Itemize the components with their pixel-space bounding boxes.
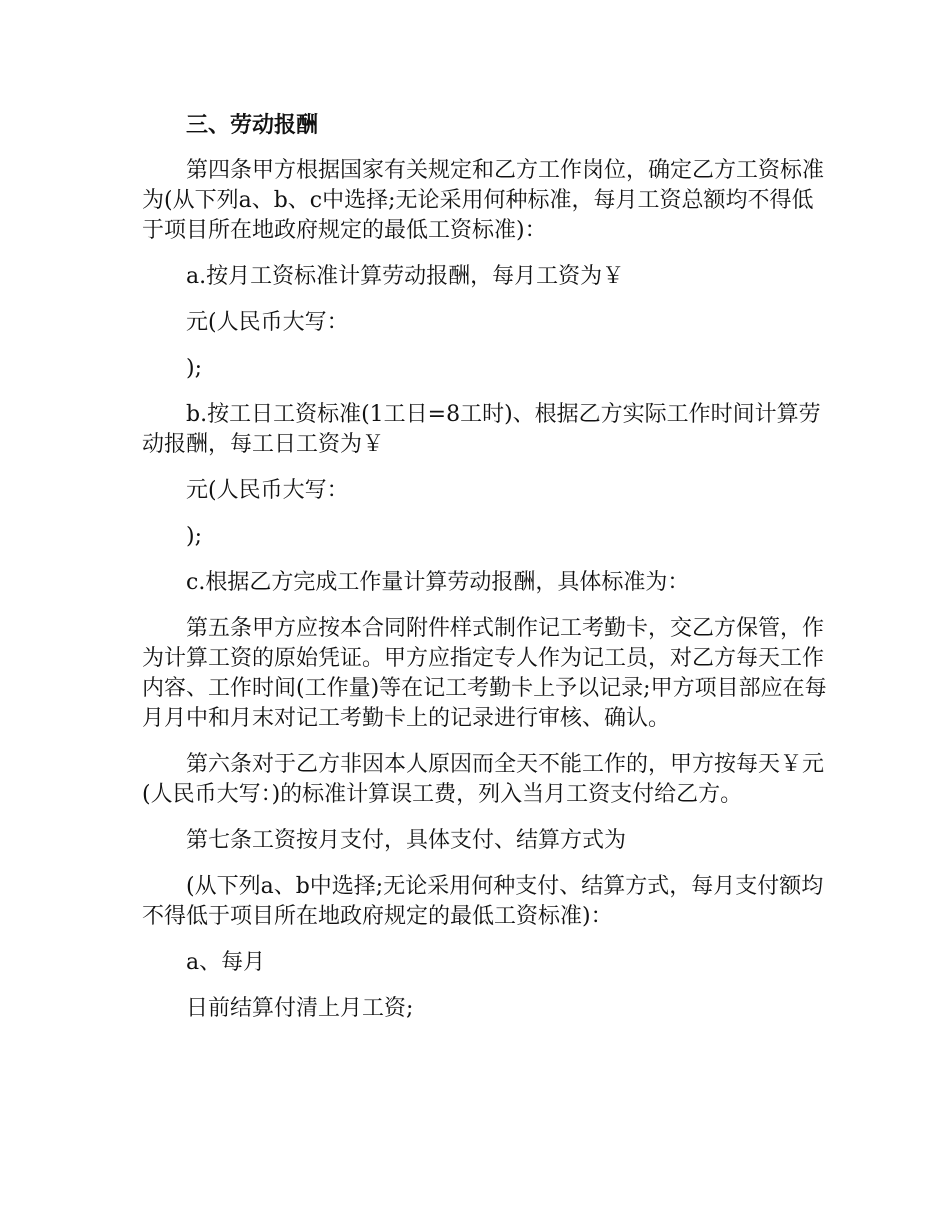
- option-a-monthly-wage: a.按月工资标准计算劳动报酬，每月工资为￥: [186, 264, 625, 289]
- option-c-workload: c.根据乙方完成工作量计算劳动报酬，具体标准为：: [186, 570, 690, 595]
- payment-option-a: a、每月: [186, 950, 266, 975]
- document-page: [142, 110, 832, 1040]
- article-4-paragraph: 第四条甲方根据国家有关规定和乙方工作岗位，确定乙方工资标准为(从下列a、b、c中选择;无论采用何种标准，每月工资总额均不得低于项目所在地政府规定的最低工资标准)：: [142, 158, 825, 243]
- option-b-amount-in-words: 元(人民币大写：: [186, 478, 349, 503]
- option-a-amount-in-words: 元(人民币大写：: [186, 310, 349, 335]
- option-b-daily-wage: b.按工日工资标准(1工日=8工时)、根据乙方实际工作时间计算劳动报酬，每工日工资为￥: [142, 402, 821, 457]
- option-b-closing: );: [186, 524, 202, 549]
- option-a-closing: );: [186, 356, 202, 381]
- article-6-paragraph: 第六条对于乙方非因本人原因而全天不能工作的，甲方按每天￥元(人民币大写：)的标准计算误工费，列入当月工资支付给乙方。: [142, 752, 825, 807]
- section-heading: 三、劳动报酬: [186, 113, 319, 138]
- article-7-selection-note: (从下列a、b中选择;无论采用何种支付、结算方式，每月支付额均不得低于项目所在地政府规定的最低工资标准)：: [142, 874, 824, 929]
- article-7-paragraph: 第七条工资按月支付，具体支付、结算方式为: [186, 828, 627, 853]
- payment-option-a-settlement: 日前结算付清上月工资;: [186, 996, 414, 1021]
- article-5-paragraph: 第五条甲方应按本合同附件样式制作记工考勤卡，交乙方保管，作为计算工资的原始凭证。甲方应指定专人作为记工员，对乙方每天工作内容、工作时间(工作量)等在记工考勤卡上予以记录;甲方项目部应在每月月中和月末对记工考勤卡上的记录进行审核、确认。: [142, 616, 827, 731]
